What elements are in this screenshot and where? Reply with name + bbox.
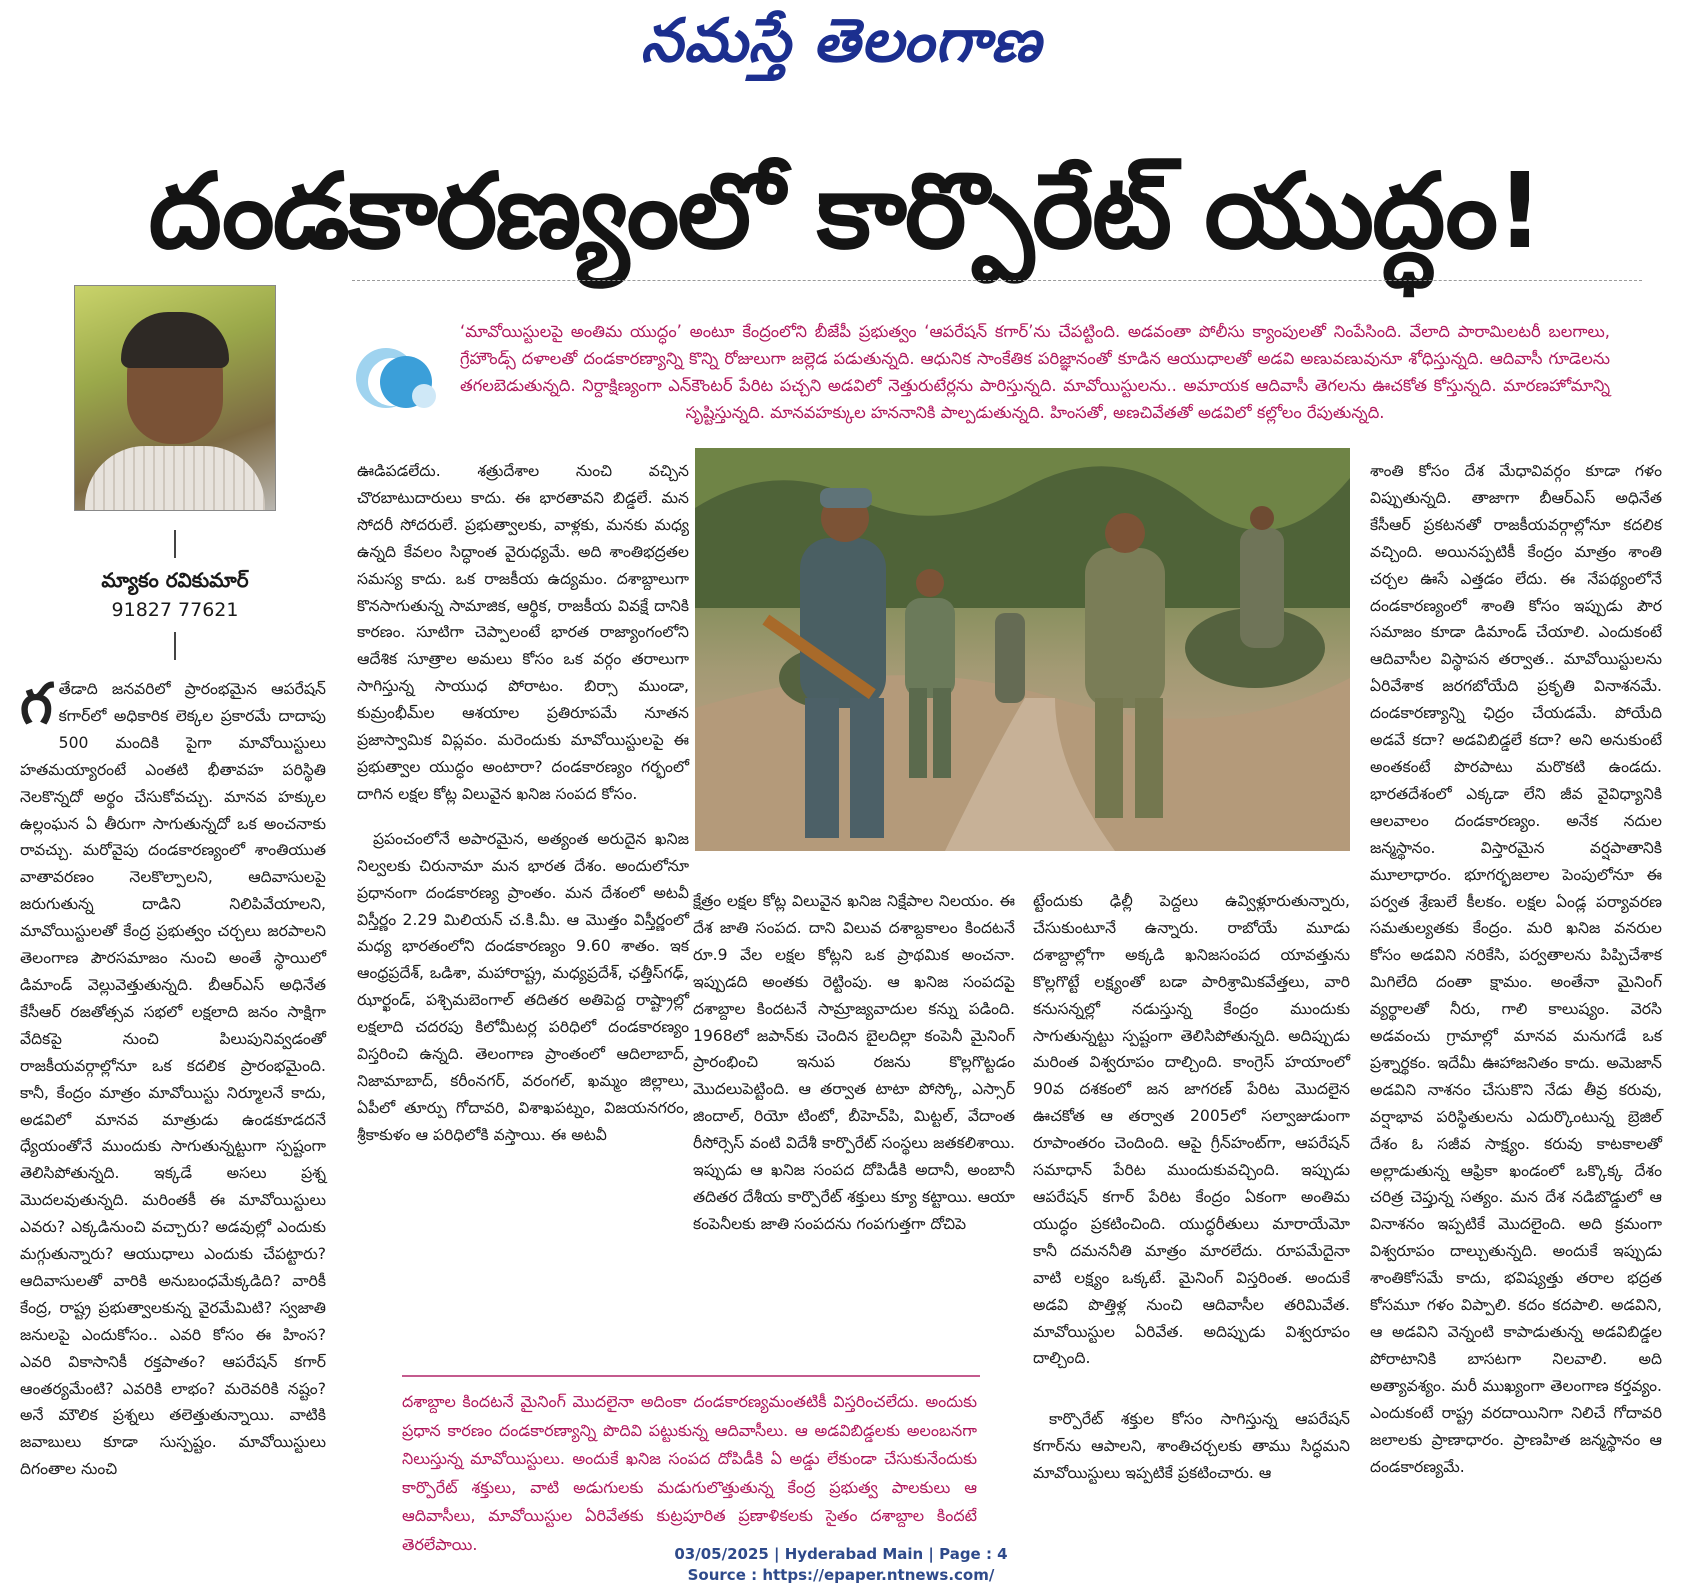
column-4-text: ట్టేందుకు ఢిల్లీ పెద్దలు ఉవ్విళ్లూరుతున్నారు, చేసుకుంటూనే ఉన్నారు. రాబోయే మూడు దశాబ్దాల్లోగా అక్కడి ఖనిజసంపద యావత్తును కొల్లగొట్టే లక్ష్యంతో బడా పారిశ్రామికవేత్తలు, వారి కనుసన్నల్లో నడుస్తున్న కేంద్రం ముందుకు సాగుతున్నట్టు స్పష్టంగా తెలిసిపోతున్నది. అదిప్పుడు మరింత విశ్వరూపం దాల్చింది. కాంగ్రెస్ హయాంలో 90వ దశకంలో జన జాగరణ్ పేరిట మొదలైన ఊచకోత ఆ తర్వాత 2005లో సల్వాజుడుంగా రూపాంతరం చెందింది. ఆపై గ్రీన్‌హంట్‌గా, ఆపరేషన్ సమాధాన్ పేరిట ముందుకువచ్చింది. ఇప్పుడు ఆపరేషన్ కగార్ పేరిట కేంద్రం ఏకంగా అంతిమ యుద్ధం ప్రకటించింది. యుద్ధరీతులు మారాయేమో కానీ దమననీతి మాత్రం మారలేదు. రూపమేదైనా వాటి లక్ష్యం ఒక్కటే. మైనింగ్ విస్తరింత. అందుకే అడవి పొత్తిళ్ల నుంచి ఆదివాసీల తరిమివేత. మావోయిస్టుల ఏరివేత. అదిప్పుడు విశ్వరూపం దాల్చింది. bbox=[1033, 892, 1350, 1368]
author-photo bbox=[74, 285, 276, 511]
article-column-4 bbox=[1033, 888, 1350, 1487]
article-column-5 bbox=[1370, 458, 1662, 1480]
column-3-text: క్షేత్రం లక్షల కోట్ల విలువైన ఖనిజ నిక్షేపాల నిలయం. ఈ దేశ జాతి సంపద. దాని విలువ దశాబ్దకాలం కిందటనే రూ.9 వేల లక్షల కోట్లని ఒక ప్రాథమిక అంచనా. ఇప్పుడది అంతకు రెట్టింపు. ఆ ఖనిజ సంపదపై దశాబ్దాల కిందటనే సామ్రాజ్యవాదుల కన్ను పడింది. 1968లో జపాన్‌కు చెందిన బైలదిల్లా కంపెనీ మైనింగ్ ప్రారంభించి ఇనుప రజను కొల్లగొట్టడం మొదలుపెట్టింది. ఆ తర్వాత టాటా పోస్కో, ఎస్సార్ జిందాల్, రియో టింటో, బీహెచ్‌పి, మిట్టల్, వేదాంత రీసోర్సెస్ వంటి విదేశీ కార్పొరేట్ సంస్థలు జతకలిశాయి. ఇప్పుడు ఆ ఖనిజ సంపద దోపిడీకి అదానీ, అంబానీ తదితర దేశీయ కార్పొరేట్ శక్తులు క్యూ కట్టాయి. ఆయా కంపెనీలకు జాతి సంపదను గంపగుత్తగా దోచిపె bbox=[693, 892, 1015, 1233]
article-column-2 bbox=[357, 458, 689, 1149]
drop-cap: గ bbox=[20, 672, 53, 737]
footer-edition: 03/05/2025 | Hyderabad Main | Page : 4 bbox=[674, 1545, 1008, 1563]
column-4-text-b: కార్పొరేట్ శక్తుల కోసం సాగిస్తున్న ఆపరేషన్ కగార్‌ను ఆపాలని, శాంతిచర్చలకు తాము సిద్ధమని మావోయిస్టులు ఇప్పటికే ప్రకటించారు. ఆ bbox=[1033, 1410, 1350, 1483]
column-2-text: ఊడిపడలేదు. శత్రుదేశాల నుంచి వచ్చిన చొరబాటుదారులు కాదు. ఈ భారతావని బిడ్డలే. మన సోదరీ సోదరులే. ప్రభుత్వాలకు, వాళ్లకు, మనకు మధ్య ఉన్నది కేవలం సిద్ధాంత వైరుధ్యమే. అది శాంతిభద్రతల సమస్య కాదు. ఒక రాజకీయ ఉద్యమం. దశాబ్దాలుగా కొనసాగుతున్న సామాజిక, ఆర్థిక, రాజకీయ వివక్షే దానికి కారణం. సూటిగా చెప్పాలంటే భారత రాజ్యాంగంలోని ఆదేశిక సూత్రాల అమలు కోసం ఒక వర్గం తరాలుగా సాగిస్తున్న సాయుధ పోరాటం. బిర్సా ముండా, కుమ్రంభీమ్‌ల ఆశయాల ప్రతిరూపమే నూతన ప్రజాస్వామిక విప్లవం. మరెందుకు మావోయిస్టులపై ఈ ప్రభుత్వాల యుద్ధం అంటారా? దండకారణ్యం గర్భంలో దాగిన లక్షల కోట్ల విలువైన ఖనిజ సంపద కోసం. bbox=[357, 462, 689, 803]
author-connector-top bbox=[174, 530, 176, 558]
article-column-1 bbox=[20, 672, 326, 1483]
news-photo-soldiers bbox=[695, 448, 1350, 851]
pullquote: దశాబ్దాల కిందటనే మైనింగ్ మొదలైనా అదింకా దండకారణ్యమంతటికీ విస్తరించలేదు. అందుకు ప్రధాన కారణం దండకారణ్యాన్ని పొదివి పట్టుకున్న ఆదివాసీలు. ఆ అడవిబిడ్డలకు అలంబనగా నిలుస్తున్న మావోయిస్టులు. అందుకే ఖనిజ సంపద దోపిడీకి ఏ అడ్డు లేకుండా చేసుకునేందుకు కార్పొరేట్ శక్తులు, వాటి అడుగులకు మడుగులొత్తుతున్న కేంద్ర ప్రభుత్వ పాలకులు ఆ ఆదివాసీలు, మావోయిస్టుల ఏరివేతకు కుట్రపూరిత ప్రణాళికలకు సైతం దశాబ్దాల కిందటే తెరలేపాయి. bbox=[402, 1392, 977, 1554]
bubble-decoration-icon bbox=[352, 336, 440, 416]
author-name: మ్యాకం రవికుమార్ bbox=[101, 568, 249, 592]
footer-source-link[interactable]: Source : https://epaper.ntnews.com/ bbox=[687, 1566, 995, 1584]
column-1-text: తేడాది జనవరిలో ప్రారంభమైన ఆపరేషన్ కగార్‌లో అధికారిక లెక్కల ప్రకారమే దాదాపు 500 మందికి పైగా మావోయిస్టులు హతమయ్యారంటే ఎంతటి భీతావహ పరిస్థితి నెలకొన్నదో అర్థం చేసుకోవచ్చు. మానవ హక్కుల ఉల్లంఘన ఏ తీరుగా సాగుతున్నదో ఒక అంచనాకు రావచ్చు. మరోవైపు దండకారణ్యంలో శాంతియుత వాతావరణం నెలకొల్పాలని, ఆదివాసులపై జరుగుతున్న దాడిని నిలిపివేయాలని, మావోయిస్టులతో కేంద్ర ప్రభుత్వం చర్చలు జరపాలని తెలంగాణ పౌరసమాజం నుంచి అంతే స్థాయిలో డిమాండ్ వెల్లువెత్తుతున్నది. బీఆర్‌ఎస్ అధినేత కేసీఆర్ రజతోత్సవ సభలో లక్షలాది జనం సాక్షిగా వేదికపై నుంచి పిలుపునివ్వడంతో రాజకీయవర్గాల్లోనూ ఒక కదలిక ప్రారంభమైంది. కానీ, కేంద్రం మాత్రం మావోయిస్టు నిర్మూలనే కాదు, అడవిలో మానవ మాత్రుడు ఉండకూడదనే ధ్యేయంతోనే ముందుకు సాగుతున్నట్టుగా స్పష్టంగా తెలిసిపోతున్నది. ఇక్కడే అసలు ప్రశ్న మొదలవుతున్నది. మరింతకీ ఈ మావోయిస్టులు ఎవరు? ఎక్కడినుంచి వచ్చారు? అడవుల్లో ఎందుకు మగ్గుతున్నారు? ఆయుధాలు ఎందుకు చేపట్టారు? ఆదివాసులతో వారికి అనుబంధమేక్కడిది? వారికీ కేంద్ర, రాష్ట్ర ప్రభుత్వాలకున్న వైరమేమిటి? స్వజాతి జనులపై ఎందుకోసం.. ఎవరి కోసం ఈ హింస? ఎవరి వికాసానికీ రక్తపాతం? ఆపరేషన్ కగార్ ఆంతర్యమేంటి? ఎవరికి లాభం? మరెవరికి నష్టం? అనే మౌలిక ప్రశ్నలు తలెత్తుతున్నాయి. వాటికి జవాబులు కూడా సుస్పష్టం. మావోయిస్టులు దిగంతాల నుంచి bbox=[20, 680, 326, 1479]
author-photo-hair bbox=[121, 312, 229, 368]
pullquote-rule bbox=[402, 1375, 980, 1377]
column-2-text-b: ప్రపంచంలోనే అపారమైన, అత్యంత అరుదైన ఖనిజ నిల్వలకు చిరునామా మన భారత దేశం. అందులోనూ ప్రధానంగా దండకారణ్య ప్రాంతం. మన దేశంలో అటవీ విస్తీర్ణం 2.29 మిలియన్ చ.కి.మీ. ఆ మొత్తం విస్తీర్ణంలో మధ్య భారతంలోని దండకారణ్యం 9.60 శాతం. ఇక ఆంధ్రప్రదేశ్, ఒడిశా, మహారాష్ట్ర, మధ్యప్రదేశ్, ఛత్తీస్‌గఢ్, ఝార్ఖండ్, పశ్చిమబెంగాల్ తదితర అతిపెద్ద రాష్ట్రాల్లో లక్షలాది చదరపు కిలోమీటర్ల పరిధిలో దండకారణ్యం విస్తరించి ఉన్నది. తెలంగాణ ప్రాంతంలో ఆదిలాబాద్, నిజామాబాద్, కరీంనగర్, వరంగల్, ఖమ్మం జిల్లాలు, ఏపీలో తూర్పు గోదావరి, విశాఖపట్నం, విజయనగరం, శ్రీకాకుళం ఆ పరిధిలోకి వస్తాయి. ఈ అటవీ bbox=[357, 829, 689, 1144]
column-5-text: శాంతి కోసం దేశ మేధావివర్గం కూడా గళం విప్పుతున్నది. తాజాగా బీఆర్‌ఎస్ అధినేత కేసీఆర్ ప్రకటనతో రాజకీయవర్గాల్లోనూ కదలిక వచ్చింది. అయినప్పటికీ కేంద్రం మాత్రం శాంతి చర్చల ఊసే ఎత్తడం లేదు. ఈ నేపథ్యంలోనే దండకారణ్యంలో శాంతి కోసం ఇప్పుడు పౌర సమాజం కూడా డిమాండ్ చేయాలి. ఎందుకంటే ఆదివాసీల విస్థాపన తర్వాత.. మావోయిస్టులను ఏరివేశాక జరగబోయేది ప్రకృతి వినాశనమే. దండకారణ్యాన్ని ఛిద్రం చేయడమే. పోయేది అడవే కదా? అడవిబిడ్డలే కదా? అని అనుకుంటే అంతకంటే పొరపాటు మరొకటి ఉండదు. భారతదేశంలో ఎక్కడా లేని జీవ వైవిధ్యానికి ఆలవాలం దండకారణ్యం. అనేక నదుల జన్మస్థానం. విస్తారమైన వర్షపాతానికి మూలాధారం. భూగర్భజలాల పెంపులోనూ ఈ పర్వత శ్రేణులే కీలకం. లక్షల ఏండ్ల పర్యావరణ సమతుల్యతకు కేంద్రం. మరి ఖనిజ వనరుల కోసం అడవిని నరికేసి, పర్వతాలను పిప్పిచేశాక మిగిలేది దంతా క్షామం. అంతేనా మైనింగ్ వ్యర్థాలతో నీరు, గాలి కాలుష్యం. వెరసి అడవంచు గ్రామాల్లో మానవ మనుగడే ఒక ప్రశ్నార్థకం. ఇదేమీ ఊహాజనితం కాదు. అమెజాన్ అడవిని నాశనం చేసుకొని నేడు తీవ్ర కరువు, వర్షాభావ పరిస్థితులను ఎదుర్కొంటున్న బ్రెజిల్ దేశం ఓ సజీవ సాక్ష్యం. కరువు కాటకాలతో అల్లాడుతున్న ఆఫ్రికా ఖండంలో ఒక్కొక్క దేశం చరిత్ర చెప్తున్న సత్యం. మన దేశ నడిబొడ్డులో ఆ వినాశనం ఇప్పటికే మొదలైంది. అది క్రమంగా విశ్వరూపం దాల్చుతున్నది. అందుకే ఇప్పుడు శాంతికోసమే కాదు, భవిష్యత్తు తరాల భద్రత కోసమూ గళం విప్పాలి. కదం కదపాలి. అడవిని, ఆ అడవిని వెన్నంటి కాపాడుతున్న అడవిబిడ్డల పోరాటానికి బాసటగా నిలవాలి. అది అత్యావశ్యం. మరీ ముఖ్యంగా తెలంగాణ కర్తవ్యం. ఎందుకంటే రాష్ట్ర వరదాయినిగా నిలిచే గోదావరి జలాలకు ప్రాణాధారం. ప్రాణహిత జన్మస్థానం ఆ దండకారణ్యమే. bbox=[1370, 462, 1662, 1476]
headline: దండకారణ్యంలో కార్పొరేట్ యుద్ధం! bbox=[148, 150, 1542, 272]
author-connector-bottom bbox=[174, 632, 176, 660]
newspaper-logo: నమస్తే తెలంగాణ bbox=[640, 6, 1042, 76]
intro-blurb: ‘మావోయిస్టులపై అంతిమ యుద్ధం’ అంటూ కేంద్రంలోని బీజేపీ ప్రభుత్వం ‘ఆపరేషన్ కగార్’ను చేపట్టింది. అడవంతా పోలీసు క్యాంపులతో నింపేసింది. వేలాది పారామిలటరీ బలగాలు, గ్రేహౌండ్స్ దళాలతో దండకారణ్యాన్ని కొన్ని రోజులుగా జల్లెడ పడుతున్నది. ఆధునిక సాంకేతిక పరిజ్ఞానంతో కూడిన ఆయుధాలతో అడవి అణువణువునూ శోధిస్తున్నది. ఆదివాసీ గూడెలను తగలబెడుతున్నది. నిర్దాక్షిణ్యంగా ఎన్‌కౌంటర్ పేరిట పచ్చని అడవిలో నెత్తురుటేర్లను పారిస్తున్నది. మావోయిస్టులను.. అమాయక ఆదివాసీ తెగలను ఊచకోత కోస్తున్నది. మారణహోమాన్ని సృష్టిస్తున్నది. మానవహక్కుల హననానికి పాల్పడుతున్నది. హింసతో, అణచివేతతో అడవిలో కల్లోలం రేపుతున్నది. bbox=[460, 322, 1610, 422]
author-phone: 91827 77621 bbox=[111, 599, 239, 621]
headline-divider bbox=[352, 280, 1642, 281]
author-photo-shirt bbox=[85, 446, 265, 511]
article-column-3 bbox=[693, 888, 1015, 1238]
